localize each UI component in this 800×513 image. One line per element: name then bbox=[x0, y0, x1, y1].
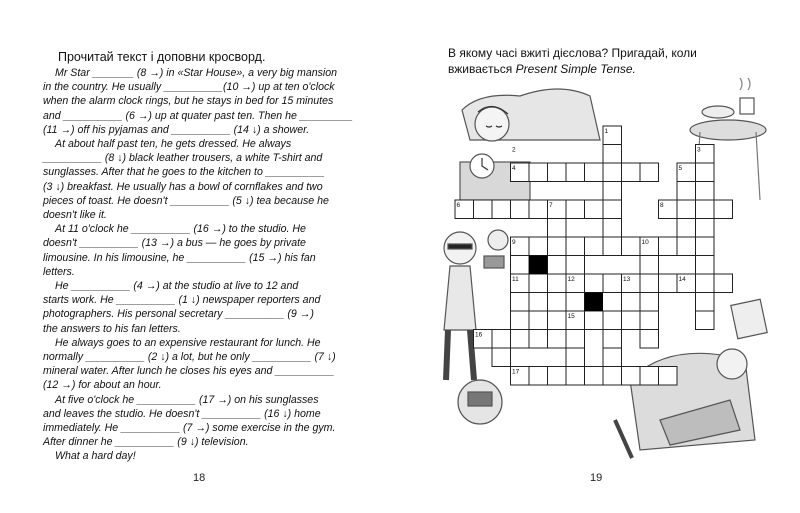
story-line: limousine. In his limousine, he __________ (15 →) his fan bbox=[43, 251, 316, 264]
crossword-cell[interactable] bbox=[622, 293, 641, 312]
crossword-clue-number: 8 bbox=[660, 202, 664, 209]
crossword-cell[interactable] bbox=[529, 330, 548, 349]
crossword-cell[interactable] bbox=[548, 219, 567, 238]
crossword-clue-number: 14 bbox=[678, 276, 686, 283]
man-relaxing-in-armchair bbox=[615, 349, 755, 458]
crossword-cell[interactable] bbox=[566, 256, 585, 275]
crossword-cell[interactable] bbox=[696, 200, 715, 219]
crossword-cell[interactable] bbox=[677, 219, 696, 238]
crossword-cell[interactable] bbox=[622, 163, 641, 182]
crossword-clue-number: 13 bbox=[623, 276, 631, 283]
present-simple-term: Present Simple Tense. bbox=[515, 62, 636, 76]
story-line: starts work. He __________ (1 ↓) newspaper reporters and bbox=[43, 294, 321, 307]
crossword-cell[interactable] bbox=[603, 237, 622, 256]
crossword-black-cell bbox=[529, 256, 548, 275]
story-line: in the country. He usually __________(10 →) up at ten o'clock bbox=[43, 81, 335, 94]
crossword-cell[interactable] bbox=[585, 163, 604, 182]
story-line: At five o'clock he __________ (17 →) on his sunglasses bbox=[55, 393, 319, 406]
story-line: sunglasses. After that he goes to the kitchen to __________ bbox=[43, 166, 325, 179]
crossword-cell[interactable] bbox=[529, 367, 548, 386]
crossword-cell[interactable] bbox=[511, 311, 530, 330]
story-line: (12 →) for about an hour. bbox=[43, 379, 162, 392]
crossword-black-cell bbox=[585, 293, 604, 312]
crossword-cell[interactable] bbox=[603, 219, 622, 238]
crossword-cell[interactable] bbox=[603, 348, 622, 367]
crossword-cell[interactable] bbox=[548, 311, 567, 330]
crossword-cell[interactable] bbox=[622, 237, 641, 256]
crossword-cell[interactable] bbox=[603, 200, 622, 219]
crossword-cell[interactable] bbox=[622, 311, 641, 330]
man-with-sunglasses bbox=[444, 232, 476, 380]
story-line: At 11 o'clock he __________ (16 →) to the studio. He bbox=[55, 223, 306, 236]
crossword-cell[interactable] bbox=[640, 256, 659, 275]
photo-frame bbox=[731, 299, 767, 338]
story-line: normally __________ (2 ↓) a lot, but he only __________ (7 ↓) bbox=[43, 351, 336, 364]
crossword-cell[interactable] bbox=[566, 200, 585, 219]
crossword-cell[interactable] bbox=[529, 311, 548, 330]
crossword-cell[interactable] bbox=[640, 293, 659, 312]
crossword-cell[interactable] bbox=[640, 274, 659, 293]
crossword-clue-number: 6 bbox=[456, 202, 461, 209]
crossword-cell[interactable] bbox=[640, 163, 659, 182]
crossword-cell[interactable] bbox=[511, 293, 530, 312]
story-line: After dinner he __________ (9 ↓) television. bbox=[43, 436, 249, 449]
crossword-cell[interactable] bbox=[548, 367, 567, 386]
crossword-cell[interactable] bbox=[585, 367, 604, 386]
story-line: photographers. His personal secretary __________ (9 →) bbox=[43, 308, 314, 321]
story-line: and __________ (6 →) up at quater past ten. Then he _________ bbox=[43, 109, 353, 122]
crossword-cell[interactable] bbox=[566, 330, 585, 349]
crossword-cell[interactable] bbox=[696, 237, 715, 256]
story-line: __________ (8 ↓) black leather trousers, a white T-shirt and bbox=[43, 152, 323, 165]
crossword-cell[interactable] bbox=[603, 182, 622, 201]
crossword-cell[interactable] bbox=[585, 311, 604, 330]
page-number-left: 18 bbox=[193, 472, 206, 484]
crossword-cell[interactable] bbox=[585, 200, 604, 219]
crossword-clue-number: 2 bbox=[512, 146, 516, 154]
crossword-cell[interactable] bbox=[548, 256, 567, 275]
man-sleeping-in-bed bbox=[460, 89, 600, 200]
crossword-cell[interactable] bbox=[659, 274, 678, 293]
story-text bbox=[43, 66, 359, 464]
crossword-cell[interactable] bbox=[585, 274, 604, 293]
crossword-cell[interactable] bbox=[548, 237, 567, 256]
crossword-cell[interactable] bbox=[603, 163, 622, 182]
crossword-cell[interactable] bbox=[640, 367, 659, 386]
crossword-cell[interactable] bbox=[603, 311, 622, 330]
crossword-cell[interactable] bbox=[640, 330, 659, 349]
crossword-cell[interactable] bbox=[696, 311, 715, 330]
story-line: when the alarm clock rings, but he stays in bed for 15 minutes bbox=[43, 95, 334, 108]
crossword-cell[interactable] bbox=[714, 274, 733, 293]
crossword-cell[interactable] bbox=[696, 182, 715, 201]
crossword-cell[interactable] bbox=[696, 274, 715, 293]
story-line: doesn't __________ (13 →) a bus — he goes by private bbox=[43, 237, 306, 250]
story-line: He __________ (4 →) at the studio at live to 12 and bbox=[55, 280, 299, 293]
crossword-clue-number: 3 bbox=[697, 146, 701, 154]
story-line: and leaves the studio. He doesn't __________ (16 ↓) home bbox=[43, 407, 321, 420]
crossword-cell[interactable] bbox=[696, 293, 715, 312]
alarm-clock bbox=[470, 154, 494, 178]
page-number-right: 19 bbox=[590, 472, 603, 484]
crossword-cell[interactable] bbox=[603, 145, 622, 164]
crossword-cell[interactable] bbox=[603, 367, 622, 386]
question-line-1: В якому часі вжиті дієслова? Пригадай, коли bbox=[448, 46, 697, 60]
crossword-cell[interactable] bbox=[566, 293, 585, 312]
story-line: letters. bbox=[43, 265, 75, 278]
crossword-cell[interactable] bbox=[566, 367, 585, 386]
crossword-clue-number: 1 bbox=[604, 128, 609, 135]
crossword-cell[interactable] bbox=[603, 274, 622, 293]
crossword-cell[interactable] bbox=[659, 237, 678, 256]
question-line-2-prefix: вживається bbox=[448, 62, 516, 76]
crossword-cell[interactable] bbox=[511, 200, 530, 219]
crossword-cell[interactable] bbox=[696, 163, 715, 182]
crossword-cell[interactable] bbox=[511, 256, 530, 275]
crossword-clue-number: 17 bbox=[512, 368, 520, 376]
crossword-cell[interactable] bbox=[566, 237, 585, 256]
crossword-cell[interactable] bbox=[640, 311, 659, 330]
crossword-cell[interactable] bbox=[529, 237, 548, 256]
tea-cup bbox=[740, 78, 754, 114]
crossword-clue-number: 9 bbox=[512, 239, 516, 246]
story-line: At about half past ten, he gets dressed. He always bbox=[55, 138, 292, 151]
crossword-clue-number: 16 bbox=[475, 331, 483, 339]
story-line: doesn't like it. bbox=[43, 209, 107, 222]
crossword-cell[interactable] bbox=[492, 330, 511, 349]
story-line: What a hard day! bbox=[55, 450, 136, 463]
crossword-cell[interactable] bbox=[511, 330, 530, 349]
crossword-cell[interactable] bbox=[566, 348, 585, 367]
crossword-clue-number: 15 bbox=[567, 313, 575, 320]
crossword-cell[interactable] bbox=[585, 237, 604, 256]
story-line: (3 ↓) breakfast. He usually has a bowl of cornflakes and two bbox=[43, 180, 323, 193]
crossword-cell[interactable] bbox=[529, 163, 548, 182]
crossword-clue-number: 5 bbox=[678, 165, 683, 172]
crossword-cell[interactable] bbox=[677, 237, 696, 256]
instruction-title: Прочитай текст і доповни кросворд. bbox=[58, 50, 266, 64]
story-line: (11 →) off his pyjamas and __________ (14 ↓) a shower. bbox=[43, 123, 310, 136]
crossword-cell[interactable] bbox=[603, 330, 622, 349]
crossword-cell[interactable] bbox=[492, 348, 511, 367]
crossword-cell[interactable] bbox=[566, 163, 585, 182]
crossword-cell[interactable] bbox=[659, 367, 678, 386]
story-line: He always goes to an expensive restaurant for lunch. He bbox=[55, 336, 321, 349]
story-line: pieces of toast. He doesn't __________ (5 ↓) tea because he bbox=[43, 194, 329, 207]
crossword-cell[interactable] bbox=[677, 182, 696, 201]
crossword-clue-number: 4 bbox=[512, 165, 516, 172]
crossword-cell[interactable] bbox=[548, 330, 567, 349]
right-page bbox=[400, 0, 800, 513]
crossword-cell[interactable] bbox=[677, 200, 696, 219]
crossword-cell[interactable] bbox=[548, 163, 567, 182]
crossword-clue-number: 12 bbox=[567, 276, 575, 283]
crossword-cell[interactable] bbox=[622, 367, 641, 386]
story-line: the answers to his fan letters. bbox=[43, 322, 181, 335]
story-line: Mr Star _______ (8 →) in «Star House», a very big mansion bbox=[55, 67, 338, 79]
crossword-cell[interactable] bbox=[548, 293, 567, 312]
crossword-clue-number: 11 bbox=[512, 276, 519, 283]
crossword-clue-number: 7 bbox=[549, 202, 553, 209]
crossword-cell[interactable] bbox=[529, 200, 548, 219]
crossword-cell[interactable] bbox=[714, 200, 733, 219]
crossword-illustration bbox=[400, 0, 800, 513]
story-line: mineral water. After lunch he closes his eyes and __________ bbox=[43, 365, 335, 378]
crossword-cell[interactable] bbox=[492, 200, 511, 219]
crossword-clue-number: 10 bbox=[641, 239, 649, 246]
story-line: immediately. He __________ (7 →) some exercise in the gym. bbox=[43, 422, 336, 435]
crossword-cell[interactable] bbox=[548, 274, 567, 293]
crossword-cell[interactable] bbox=[696, 256, 715, 275]
crossword-cell[interactable] bbox=[696, 219, 715, 238]
crossword-cell[interactable] bbox=[474, 200, 493, 219]
crossword-cell[interactable] bbox=[529, 274, 548, 293]
